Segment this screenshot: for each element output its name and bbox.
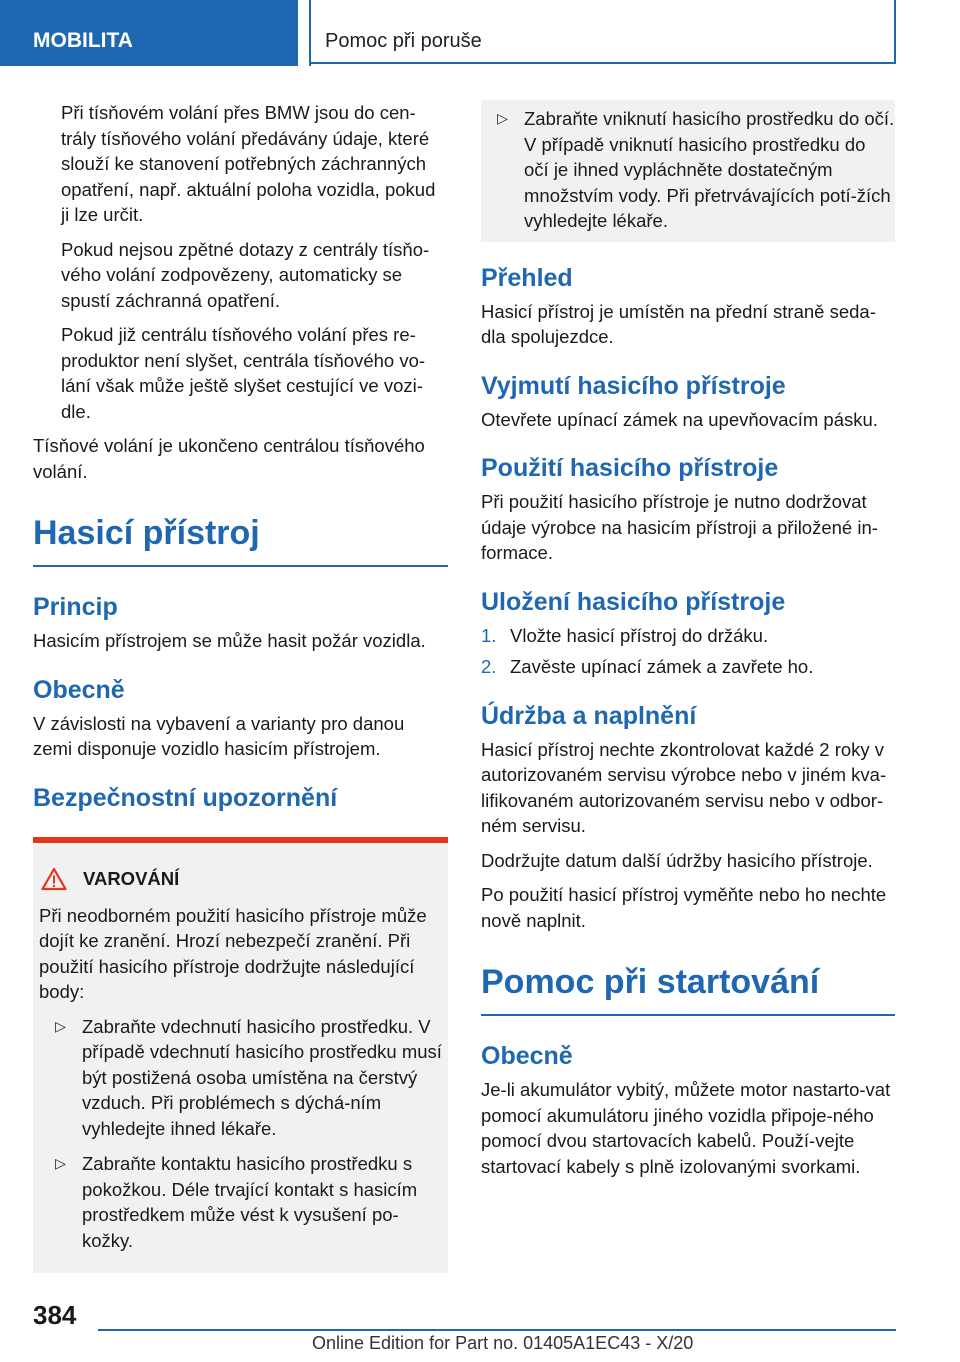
warning-box-continued — [481, 100, 895, 242]
warning-triangle-icon — [41, 867, 67, 891]
paragraph: Při použití hasicího přístroje je nutno dodržovat údaje výrobce na hasicím přístroji a přiložené in-formace. — [481, 491, 878, 563]
right-column — [481, 100, 895, 1188]
list-item — [39, 1014, 442, 1142]
list-item — [481, 106, 895, 234]
section-label: MOBILITA — [33, 29, 133, 52]
warning-text: Při neodborném použití hasicího přístroje může dojít ke zranění. Hrozí nebezpečí zranění. Při použití hasicího přístroje dodržujte následující body: — [39, 904, 427, 1002]
list-item-text: Zabraňte kontaktu hasicího prostředku s pokožkou. Déle trvající kontakt s hasicím prostředkem může vést k vysušení po-kožky. — [82, 1153, 418, 1251]
chapter-title — [311, 0, 896, 64]
paragraph: Pokud nejsou zpětné dotazy z centrály tísňo-vého volání zodpovězeny, automaticky se spustí záchranná opatření. — [61, 238, 430, 311]
paragraph: Dodržujte datum další údržby hasicího přístroje. — [481, 849, 873, 871]
subheading-bezpecnost: Bezpečnostní upozornění — [33, 783, 338, 812]
footer-rule — [98, 1329, 896, 1331]
subheading-ulozeni: Uložení hasicího přístroje — [481, 587, 786, 616]
subheading-pouziti: Použití hasicího přístroje — [481, 454, 779, 482]
step-item — [481, 623, 895, 649]
paragraph: Při tísňovém volání přes BMW jsou do cen-trály tísňového volání předávány údaje, které slouží ke stanovení potřebných záchranných opatření, např. aktuální poloha vozidla, pokud ji lze určit. — [61, 102, 436, 225]
footer-edition: Online Edition for Part no. 01405A1EC43 - X/20 — [312, 1333, 694, 1353]
list-item — [39, 1151, 442, 1253]
section-heading: Hasicí přístroj — [33, 514, 448, 567]
subheading-vyjmuti: Vyjmutí hasicího přístroje — [481, 371, 786, 400]
page-number: 384 — [33, 1300, 77, 1330]
list-item-text: Zabraňte vniknutí hasicího prostředku do očí. V případě vniknutí hasicího prostředku do očí je ihned vypláchněte dostatečným množstvím vody. Při přetrvávajících potí-žích vyhledejte lékaře. — [524, 108, 895, 231]
subheading-obecne: Obecně — [33, 675, 125, 704]
paragraph: Pokud již centrálu tísňového volání přes re-produktor není slyšet, centrála tísňového vo-lání však může ještě slyšet cestující ve vozi-dle. — [61, 324, 426, 422]
warning-title: VAROVÁNÍ — [83, 867, 180, 889]
step-item — [481, 654, 895, 680]
paragraph: Po použití hasicí přístroj vyměňte nebo ho nechte nově naplnit. — [481, 884, 887, 931]
bullet-triangle-icon: ▷ — [55, 1017, 66, 1034]
subheading-princip: Princip — [33, 593, 118, 621]
bullet-triangle-icon: ▷ — [497, 110, 508, 126]
step-number: 2. — [481, 656, 497, 677]
bullet-triangle-icon: ▷ — [55, 1155, 66, 1171]
subheading-udrzba: Údržba a naplnění — [481, 701, 697, 730]
step-text: Zavěste upínací zámek a zavřete ho. — [510, 656, 814, 677]
paragraph: V závislosti na vybavení a varianty pro danou zemi disponuje vozidlo hasicím přístrojem. — [33, 712, 405, 759]
paragraph: Hasicím přístrojem se může hasit požár vozidla. — [33, 630, 426, 651]
warning-header — [39, 867, 442, 891]
paragraph: Tísňové volání je ukončeno centrálou tísňového volání. — [33, 435, 425, 482]
chapter-title-text: Pomoc při poruše — [325, 30, 482, 52]
paragraph: Otevřete upínací zámek na upevňovacím pásku. — [481, 408, 878, 430]
section-tab — [0, 0, 298, 66]
subheading-prehled: Přehled — [481, 263, 573, 292]
section-heading: Pomoc při startování — [481, 963, 895, 1016]
paragraph: Je-li akumulátor vybitý, můžete motor nastarto-vat pomocí akumulátoru jiného vozidla připoje-ného pomocí dvou startovacích kabelů. Použí-vejte startovací kabely s plně izolovanými svorkami. — [481, 1079, 891, 1177]
subheading-obecne: Obecně — [481, 1042, 573, 1070]
paragraph: Hasicí přístroj je umístěn na přední straně seda-dla spolujezdce. — [481, 300, 876, 347]
left-column — [33, 100, 448, 1273]
paragraph: Hasicí přístroj nechte zkontrolovat každé 2 roky v autorizovaném servisu výrobce nebo v jiném kva-lifikovaném autorizovaném servisu nebo v odbor-ném servisu. — [481, 738, 887, 836]
warning-box — [33, 843, 448, 1274]
list-item-text: Zabraňte vdechnutí hasicího prostředku. V případě vdechnutí hasicího prostředku musí být postižená osoba umístěna na čerstvý vzduch. Při problémech s dýchá-ním vyhledejte ihned lékaře. — [82, 1015, 442, 1139]
step-number: 1. — [481, 624, 497, 646]
step-text: Vložte hasicí přístroj do držáku. — [510, 624, 769, 646]
